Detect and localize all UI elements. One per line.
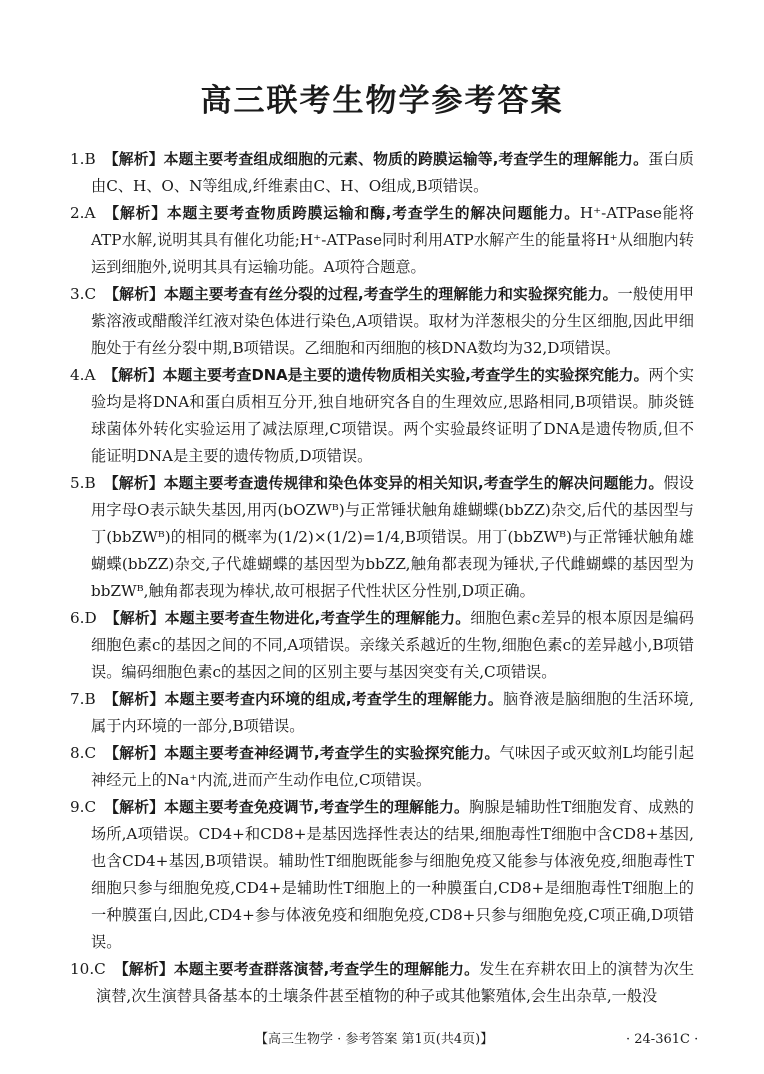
analysis-body: 细胞色素c差异的根本原因是编码细胞色素c的基因之间的不同,A项错误。亲缘关系越近的生物,细胞色素c的差异越小,B项错误。编码细胞色素c的基因之间的区别主要与基因突变有关,C项错误。 bbox=[91, 609, 694, 681]
analysis-body: 发生在弃耕农田上的演替为次生演替,次生演替具备基本的土壤条件甚至植物的种子或其他繁殖体,会生出杂草,一般没 bbox=[96, 960, 695, 1005]
analysis-tag: 【解析】 bbox=[104, 745, 165, 762]
answer-number: 6.D bbox=[70, 609, 97, 627]
analysis-focus: 本题主要考查遗传规律和染色体变异的相关知识,考查学生的解决问题能力。 bbox=[163, 475, 664, 492]
answer-list bbox=[70, 146, 694, 1010]
answer-number: 5.B bbox=[70, 474, 96, 492]
analysis-tag: 【解析】 bbox=[104, 610, 165, 627]
analysis-tag: 【解析】 bbox=[103, 367, 163, 384]
analysis-focus: 本题主要考查组成细胞的元素、物质的跨膜运输等,考查学生的理解能力。 bbox=[163, 151, 649, 168]
answer-item bbox=[70, 740, 694, 794]
answer-item bbox=[70, 470, 694, 605]
answer-number: 9.C bbox=[70, 798, 97, 816]
answer-item bbox=[70, 146, 694, 200]
answer-number: 4.A bbox=[70, 366, 96, 384]
footer-code: · 24-361C · bbox=[626, 1032, 699, 1047]
analysis-tag: 【解析】 bbox=[103, 691, 165, 708]
analysis-tag: 【解析】 bbox=[104, 799, 165, 816]
analysis-body: 一般使用甲紫溶液或醋酸洋红液对染色体进行染色,A项错误。取材为洋葱根尖的分生区细胞,因此甲细胞处于有丝分裂中期,B项错误。乙细胞和丙细胞的核DNA数均为32,D项错误。 bbox=[91, 285, 694, 357]
answer-item bbox=[70, 956, 694, 1010]
analysis-focus: 本题主要考查免疫调节,考查学生的理解能力。 bbox=[164, 799, 470, 816]
analysis-tag: 【解析】 bbox=[103, 475, 164, 492]
answer-item bbox=[70, 686, 694, 740]
answer-item bbox=[70, 200, 694, 281]
analysis-body: 胸腺是辅助性T细胞发育、成熟的场所,A项错误。CD4+和CD8+是基因选择性表达的结果,细胞毒性T细胞中含CD8+基因,也含CD4+基因,B项错误。辅助性T细胞既能参与细胞免疫又能参与体液免疫,细胞毒性T细胞只参与细胞免疫,CD4+是辅助性T细胞上的一种膜蛋白,CD8+是细胞毒性T细胞上的一种膜蛋白,因此,CD4+参与体液免疫和细胞免疫,CD8+只参与细胞免疫,C项正确,D项错误。 bbox=[91, 798, 694, 951]
analysis-focus: 本题主要考查DNA是主要的遗传物质相关实验,考查学生的实验探究能力。 bbox=[162, 367, 649, 384]
answer-number: 3.C bbox=[70, 285, 97, 303]
analysis-tag: 【解析】 bbox=[103, 151, 164, 168]
analysis-tag: 【解析】 bbox=[113, 961, 174, 978]
analysis-focus: 本题主要考查生物进化,考查学生的理解能力。 bbox=[164, 610, 471, 627]
analysis-body: 脑脊液是脑细胞的生活环境,属于内环境的一部分,B项错误。 bbox=[91, 690, 694, 735]
analysis-body: 气味因子或灭蚊剂L均能引起神经元上的Na⁺内流,进而产生动作电位,C项错误。 bbox=[91, 744, 694, 789]
analysis-focus: 本题主要考查有丝分裂的过程,考查学生的理解能力和实验探究能力。 bbox=[163, 286, 618, 303]
answer-number: 2.A bbox=[70, 204, 96, 222]
answer-number: 1.B bbox=[70, 150, 96, 168]
page-title: 高三联考生物学参考答案 bbox=[200, 83, 564, 119]
analysis-focus: 本题主要考查物质跨膜运输和酶,考查学生的解决问题能力。 bbox=[166, 205, 580, 222]
answer-item bbox=[70, 794, 694, 956]
analysis-body: 蛋白质由C、H、O、N等组成,纤维素由C、H、O组成,B项错误。 bbox=[91, 150, 694, 195]
answer-number: 8.C bbox=[70, 744, 97, 762]
footer-page-info: 【高三生物学 · 参考答案 第1页(共4页)】 bbox=[255, 1032, 494, 1047]
analysis-tag: 【解析】 bbox=[103, 205, 167, 222]
answer-number: 10.C bbox=[70, 960, 106, 978]
answer-item bbox=[70, 605, 694, 686]
answer-item bbox=[70, 362, 694, 470]
analysis-tag: 【解析】 bbox=[104, 286, 164, 303]
analysis-body: 两个实验均是将DNA和蛋白质相互分开,独自地研究各自的生理效应,思路相同,B项错误。肺炎链球菌体外转化实验运用了减法原理,C项错误。两个实验最终证明了DNA是遗传物质,但不能证明DNA是主要的遗传物质,D项错误。 bbox=[91, 366, 694, 465]
analysis-focus: 本题主要考查神经调节,考查学生的实验探究能力。 bbox=[164, 745, 500, 762]
answer-number: 7.B bbox=[70, 690, 96, 708]
analysis-focus: 本题主要考查内环境的组成,考查学生的理解能力。 bbox=[164, 691, 504, 708]
analysis-focus: 本题主要考查群落演替,考查学生的理解能力。 bbox=[173, 961, 480, 978]
analysis-body: 假设用字母O表示缺失基因,用丙(bOZWᴮ)与正常锤状触角雄蝴蝶(bbZZ)杂交,后代的基因型与丁(bbZWᴮ)的相同的概率为(1/2)×(1/2)=1/4,B项错误。用丁(bbZWᴮ)与正常锤状触角雄蝴蝶(bbZZ)杂交,子代雄蝴蝶的基因型为bbZZ,触角都表现为锤状,子代雌蝴蝶的基因型为bbZWᴮ,触角都表现为棒状,故可根据子代性状区分性别,D项正确。 bbox=[91, 474, 694, 600]
analysis-body: H⁺-ATPase能将ATP水解,说明其具有催化功能;H⁺-ATPase同时利用ATP水解产生的能量将H⁺从细胞内转运到细胞外,说明其具有运输功能。A项符合题意。 bbox=[91, 204, 694, 276]
answer-item bbox=[70, 281, 694, 362]
